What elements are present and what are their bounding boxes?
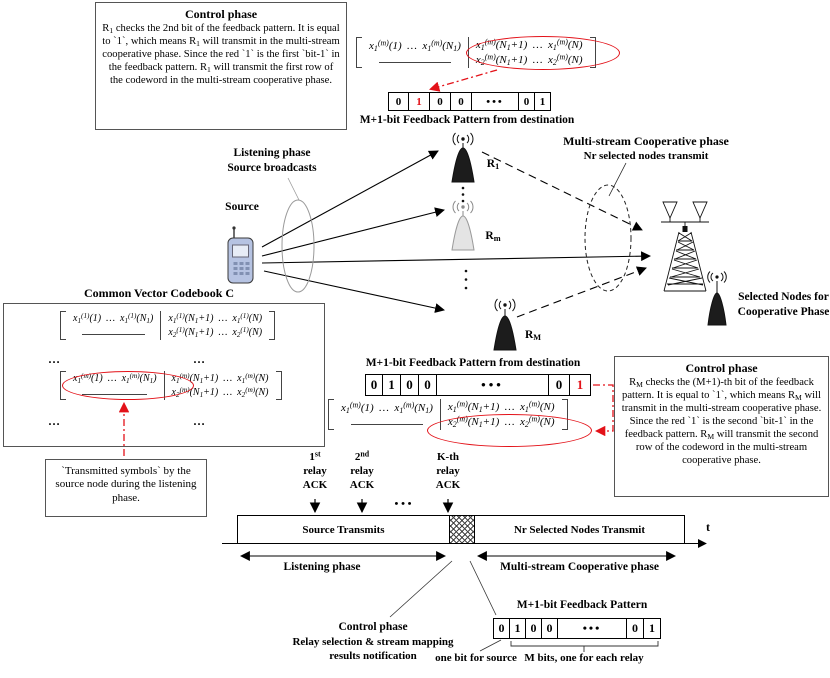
control-note-title: Control phase (338, 621, 408, 633)
matrix-row: $x_1^{(1)}(N_1+1)$ … $x_1^{(1)}(N)$ (168, 311, 263, 325)
control-segment-pointer-lines (390, 561, 496, 617)
feedback-bottom-title: M+1-bit Feedback Pattern (516, 599, 648, 611)
phone-icon (228, 226, 253, 283)
relay-rM-label: $R_M$ (524, 329, 542, 343)
note-rm-body: $R_M$ checks the (M+1)-th bit of the feedback pattern. It is equal to `1`, which means $R_M$ will transmit in the multi-stream cooperative phase. Since the red `1` is the second `bit-1` in the feedback pattern. $R_M$ will transmit the second row of the codeword in the multi-stream cooperative phase. (621, 377, 822, 466)
relay-icon-rm (452, 201, 474, 250)
matrix-row: $x_2^{(m)}(N_1+1)$ … $x_2^{(m)}(N)$ (447, 414, 555, 429)
bottom-codeword-matrix (328, 399, 568, 430)
matrix-left-column (66, 371, 164, 400)
matrix-right-column (440, 399, 562, 430)
broadcast-ellipse (282, 178, 314, 292)
note-r1-body: $R_1$ checks the 2nd bit of the feedback pattern. It is equal to `1`, which means $R_1$ will transmit in the multi-stream cooperative phase. Since the red `1` is the first `bit-1` in the feedback pattern. $R_1$ will transmit the first row of the codeword in the multi-stream cooperative phase. (102, 23, 340, 86)
selected-nodes-ellipse (585, 163, 631, 291)
matrix-bracket-right (562, 399, 568, 430)
bit-cell: 1 (383, 374, 401, 396)
ack-word-ack: ACK (302, 478, 328, 491)
listening-phase-label (211, 146, 333, 175)
codebook-ellipsis: … (48, 414, 60, 428)
timeline-coop-segment: Nr Selected Nodes Transmit (474, 516, 684, 543)
codebook-ellipsis: … (48, 352, 60, 366)
feedback-pattern-bottom (493, 618, 661, 639)
relay-dots-upper (462, 187, 465, 203)
matrix-bracket-right (269, 311, 275, 340)
feedback-top-label: M+1-bit Feedback Pattern from destination (359, 114, 575, 126)
ack-dots: • • • (394, 498, 412, 510)
bottom-row-pointer-arrow (593, 385, 613, 431)
ack-ordinal: K-th (437, 451, 459, 463)
bit-cell-dots: ••• (437, 374, 549, 396)
bit-cell-dots: ••• (558, 618, 627, 639)
coop-phase-line2: Nr selected nodes transmit (583, 150, 709, 163)
ack-label-2 (340, 451, 384, 492)
bit-cell: 0 (493, 618, 510, 639)
codebook-title: Common Vector Codebook C (83, 286, 235, 300)
one-bit-pointer-line (480, 640, 501, 651)
bit-cell: 0 (627, 618, 644, 639)
matrix-left-column (66, 311, 160, 340)
bit-cell: 0 (401, 374, 419, 396)
ack-word-ack: ACK (349, 478, 375, 491)
bit-cell: 0 (419, 374, 437, 396)
matrix-row: $x_2^{(m)}(N_1+1)$ … $x_2^{(m)}(N)$ (475, 52, 583, 67)
note-transmitted-symbols (45, 459, 207, 517)
control-note-line3: results notification (329, 649, 417, 662)
coop-phase-label (530, 134, 762, 163)
control-note-line2: Relay selection & stream mapping (292, 635, 454, 648)
selected-nodes-label (737, 290, 830, 319)
codebook-matrix-1 (60, 311, 275, 340)
relay-icon-rM (494, 299, 516, 350)
matrix-blank-row-line (82, 334, 145, 335)
bit-cell: 0 (526, 618, 542, 639)
top-bit-pointer-arrow (431, 70, 497, 89)
time-axis-label: t (706, 520, 710, 534)
bit-cell: 0 (388, 92, 409, 111)
top-codeword-matrix (356, 37, 596, 68)
m-bits-relay-label: M bits, one for each relay (524, 652, 644, 664)
matrix-row: $x_1^{(m)}(1)$ … $x_1^{(m)}(N_1)$ (73, 371, 157, 385)
matrix-right-column (160, 311, 269, 340)
bit-cell: 1 (510, 618, 526, 639)
listening-phase-span-label: Listening phase (283, 561, 361, 573)
selected-nodes-line1: Selected Nodes for (738, 291, 829, 303)
relay-dots-lower (465, 270, 468, 290)
timeline-source-segment: Source Transmits (302, 523, 385, 536)
ack-label-k (426, 451, 470, 492)
bit-cell: 0 (451, 92, 472, 111)
codebook-ellipsis: … (193, 414, 205, 428)
selected-nodes-line2: Cooperative Phase (737, 305, 830, 318)
feedback-pattern-top (388, 92, 551, 111)
note-r1-title: Control phase (184, 7, 258, 21)
bit-cell: 1 (644, 618, 661, 639)
matrix-blank-row-line (351, 424, 423, 425)
matrix-blank-row-line (82, 394, 147, 395)
listening-phase-line1: Listening phase (233, 147, 311, 159)
relay-rm-label: $R_m$ (485, 230, 501, 244)
matrix-left-column (362, 37, 468, 68)
matrix-row: $x_2^{(m)}(N_1+1)$ … $x_2^{(m)}(N)$ (171, 385, 269, 399)
matrix-row: $x_1^{(1)}(1)$ … $x_1^{(1)}(N_1)$ (73, 311, 154, 325)
ack-word-relay: relay (303, 464, 327, 477)
relay-r1-label: $R_1$ (486, 158, 500, 172)
bit-cell: 0 (365, 374, 383, 396)
matrix-row: $x_1^{(m)}(1)$ … $x_1^{(m)}(N_1)$ (341, 399, 433, 415)
relay-icon-r1 (452, 133, 474, 182)
timeline-bar (237, 515, 685, 544)
note-rm-title: Control phase (685, 361, 758, 375)
bit-cell: 0 (519, 92, 535, 111)
matrix-row: $x_1^{(m)}(1)$ … $x_1^{(m)}(N_1)$ (369, 37, 461, 53)
ack-ordinal: 1st (309, 449, 321, 463)
matrix-blank-row-line (379, 62, 451, 63)
source-label: Source (225, 201, 259, 213)
one-bit-source-label: one bit for source (435, 652, 517, 664)
listening-phase-line2: Source broadcasts (227, 161, 317, 174)
note-control-phase-rm (614, 356, 829, 497)
matrix-row: $x_2^{(1)}(N_1+1)$ … $x_2^{(1)}(N)$ (168, 325, 263, 339)
matrix-right-column (468, 37, 590, 68)
note-control-phase-r1 (95, 2, 347, 130)
ack-label-1 (293, 451, 337, 492)
ack-word-relay: relay (436, 464, 460, 477)
codebook-ellipsis: … (193, 352, 205, 366)
bit-cell: 1 (535, 92, 551, 111)
matrix-bracket-right (590, 37, 596, 68)
codebook-matrix-m (60, 371, 282, 400)
bit-cell-red: 1 (409, 92, 430, 111)
selected-node-icon (708, 272, 727, 326)
matrix-bracket-right (276, 371, 282, 400)
matrix-row: $x_1^{(m)}(N_1+1)$ … $x_1^{(m)}(N)$ (475, 37, 583, 52)
bit-cell: 0 (430, 92, 451, 111)
bit-cell: 0 (542, 618, 558, 639)
matrix-row: $x_1^{(m)}(N_1+1)$ … $x_1^{(m)}(N)$ (447, 399, 555, 414)
bit-cell: 0 (549, 374, 570, 396)
coop-phase-line1: Multi-stream Cooperative phase (563, 134, 729, 148)
ack-word-ack: ACK (435, 478, 461, 491)
base-station-tower-icon (661, 202, 709, 291)
matrix-right-column (164, 371, 276, 400)
note-transmitted-body: `Transmitted symbols` by the source node during the listening phase. (55, 465, 197, 504)
bit-cell-red: 1 (570, 374, 591, 396)
ack-ordinal: 2nd (354, 449, 370, 463)
coop-phase-span-label: Multi-stream Cooperative phase (500, 561, 659, 573)
bit-cell-dots: ••• (472, 92, 519, 111)
matrix-row: $x_1^{(m)}(N_1+1)$ … $x_1^{(m)}(N)$ (171, 371, 269, 385)
feedback-mid-label: M+1-bit Feedback Pattern from destination (365, 357, 581, 369)
feedback-pattern-mid (365, 374, 591, 396)
matrix-left-column (334, 399, 440, 430)
timeline-control-segment (449, 516, 474, 543)
ack-word-relay: relay (350, 464, 374, 477)
